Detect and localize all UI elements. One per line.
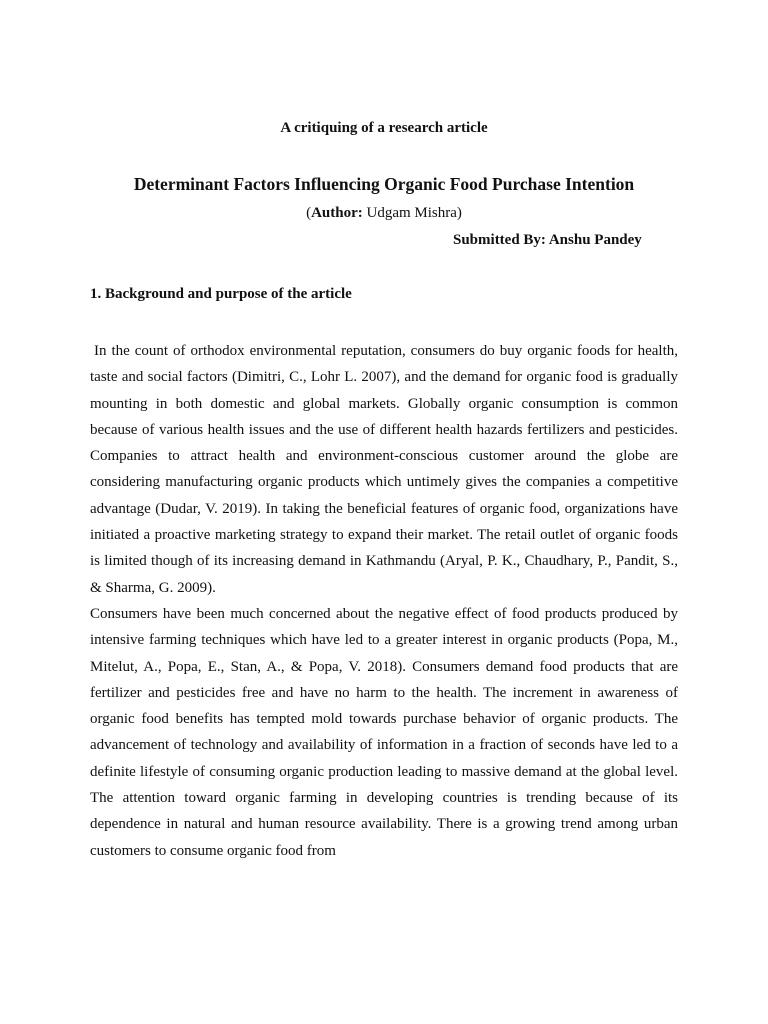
author-open-paren: ( xyxy=(306,205,312,221)
author-name: Udgam Mishra) xyxy=(362,205,462,221)
author-label: Author: xyxy=(311,205,363,221)
document-subtitle: A critiquing of a research article xyxy=(280,120,488,136)
submitted-by: Submitted By: Anshu Pandey xyxy=(453,232,642,248)
body-paragraph: In the count of orthodox environmental reputation, consumers do buy organic foods for health, taste and social factors (Dimitri, C., Lohr L. 2007), and the demand for organic food is gradually mounting in both domestic and global markets. Globally organic consumption is common because of various health issues and the use of different health hazards fertilizers and pesticides. Companies to attract health and environment-conscious customer around the globe are considering manufacturing organic products which untimely gives the companies a competitive advantage (Dudar, V. 2019). In taking the beneficial features of organic food, organizations have initiated a proactive marketing strategy to expand their market. The retail outlet of organic foods is limited though of its increasing demand in Kathmandu (Aryal, P. K., Chaudhary, P., Pandit, S., & Sharma, G. 2009). xyxy=(90,343,678,596)
author-line xyxy=(0,205,768,222)
section-heading: 1. Background and purpose of the article xyxy=(90,286,352,302)
article-title: Determinant Factors Influencing Organic Food Purchase Intention xyxy=(133,174,635,194)
section-body xyxy=(90,338,678,864)
body-paragraph: Consumers have been much concerned about the negative effect of food products produced by intensive farming techniques which have led to a greater interest in organic products (Popa, M., Mitelut, A., Popa, E., Stan, A., & Popa, V. 2018). Consumers demand food products that are fertilizer and pesticides free and have no harm to the health. The increment in awareness of organic food benefits has tempted mold towards purchase behavior of organic products. The advancement of technology and availability of information in a fraction of seconds have led to a definite lifestyle of consuming organic production leading to massive demand at the global level. The attention toward organic farming in developing countries is trending because of its dependence in natural and human resource availability. There is a growing trend among urban customers to consume organic food from xyxy=(90,605,678,859)
